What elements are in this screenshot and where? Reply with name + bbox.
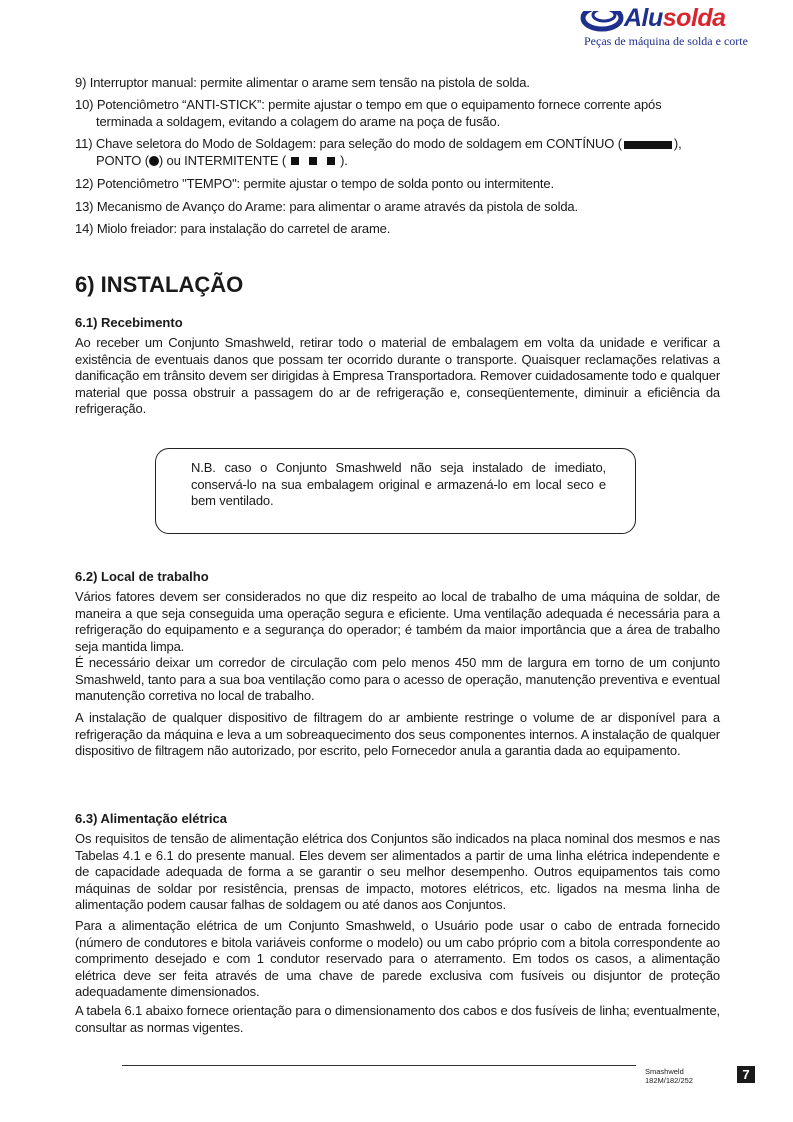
logo-text-solda: solda: [662, 4, 726, 32]
list-item: [75, 136, 735, 169]
list-item: [75, 97, 725, 130]
item-text: Chave seletora do Modo de Soldagem: para seleção do modo de soldagem em CONTÍNUO (: [95, 136, 622, 151]
logo-tagline: Peças de máquina de solda e corte: [584, 34, 748, 48]
paragraph: Para a alimentação elétrica de um Conjunto Smashweld, o Usuário pode usar o cabo de entrada fornecido (número de condutores e bitola variáveis conforme o modelo) ou um cabo próprio com a bitola correspondente ao comprimento desejado e com 1 condutor reservado para o aterramento. Em todos os casos, a alimentação elétrica deve ser feita através de uma chave de parede exclusiva com fusíveis ou disjuntor de proteção adequadamente dimensionados.: [75, 918, 720, 999]
item-text: Mecanismo de Avanço do Arame: para alimentar o arame através da pistola de solda.: [96, 199, 578, 214]
footer-models: 182M/182/252: [645, 1076, 693, 1085]
list-item: [75, 199, 725, 216]
item-text: PONTO (: [96, 152, 149, 168]
list-item: [75, 221, 725, 238]
paragraph: A tabela 6.1 abaixo fornece orientação para o dimensionamento dos cabos e dos fusíveis de linha; eventualmente, consultar as normas vigentes.: [75, 1003, 720, 1035]
note-text: N.B. caso o Conjunto Smashweld não seja instalado de imediato, conservá-lo na sua embalagem original e armazená-lo em local seco e bem ventilado.: [191, 460, 606, 508]
intermittent-mode-symbol-icon: [327, 157, 335, 165]
section-title: 6) INSTALAÇÃO: [75, 272, 244, 297]
footer-product: Smashweld: [645, 1067, 684, 1076]
item-text: ),: [673, 136, 682, 151]
list-item: [75, 75, 725, 92]
footer-divider: [122, 1065, 636, 1066]
item-text: Potenciômetro “ANTI-STICK”: permite ajustar o tempo em que o equipamento fornece corrente após: [96, 97, 662, 112]
item-text: Interruptor manual: permite alimentar o arame sem tensão na pistola de solda.: [89, 75, 530, 90]
item-text: Miolo freiador: para instalação do carretel de arame.: [96, 221, 391, 236]
item-text: Potenciômetro "TEMPO": permite ajustar o tempo de solda ponto ou intermitente.: [96, 176, 554, 191]
item-number: 10): [75, 97, 94, 112]
paragraph: A instalação de qualquer dispositivo de filtragem do ar ambiente restringe o volume de ar disponível para a refrigeração da máquina e leva a um sobreaquecimento dos seus componentes internos. A instalação de qualquer dispositivo de filtragem não autorizado, por escrito, pelo Fornecedor anula a garantia dada ao equipamento.: [75, 710, 720, 758]
logo-text-alu: Alu: [624, 4, 663, 32]
subsection-title-local-de-trabalho: 6.2) Local de trabalho: [75, 569, 209, 584]
paragraph: Vários fatores devem ser considerados no que diz respeito ao local de trabalho de uma máquina de soldar, de maneira a que seja conseguida uma operação segura e eficiente. Uma ventilação adequada é necessária para a refrigeração do equipamento e a segurança do operador; é também da maior importância que a área de trabalho seja mantida limpa.: [75, 589, 720, 654]
item-number: 12): [75, 176, 94, 191]
spot-mode-symbol-icon: [149, 156, 159, 166]
item-number: 14): [75, 221, 94, 236]
item-text: ).: [340, 152, 348, 168]
intermittent-mode-symbol-icon: [291, 157, 299, 165]
continuous-mode-symbol-icon: [624, 141, 672, 149]
item-text: ) ou INTERMITENTE (: [158, 152, 287, 168]
logo-swoosh-icon: [580, 4, 624, 32]
paragraph: Os requisitos de tensão de alimentação elétrica dos Conjuntos são indicados na placa nominal dos mesmos e nas Tabelas 4.1 e 6.1 do presente manual. Eles devem ser alimentados a partir de uma linha elétrica independente e de capacidade adequada de forma a se garantir o seu melhor desempenho. Outros equipamentos tais como máquinas de soldar por resistência, prensas de impacto, motores elétricos, etc. ligados na mesma linha de alimentação podem causar falhas de soldagem ou até danos aos Conjuntos.: [75, 831, 720, 912]
page-number: 7: [737, 1066, 755, 1083]
note-box: [155, 448, 636, 534]
subsection-title-recebimento: 6.1) Recebimento: [75, 315, 183, 330]
paragraph: Ao receber um Conjunto Smashweld, retirar todo o material de embalagem em volta da unidade e verificar a existência de eventuais danos que possam ter ocorrido durante o transporte. Quaisquer reclamações relativas a danificação em trânsito devem ser dirigidas à Empresa Transportadora. Remover cuidadosamente todo e qualquer material que possa obstruir a passagem do ar de refrigeração e, conseqüentemente, diminuir a eficiência da refrigeração.: [75, 335, 720, 416]
subsection-title-alimentacao-eletrica: 6.3) Alimentação elétrica: [75, 811, 227, 826]
item-number: 11): [75, 136, 93, 151]
item-text-continued: terminada a soldagem, evitando a colagem do arame na poça de fusão.: [96, 113, 501, 129]
list-item: [75, 176, 725, 193]
item-number: 13): [75, 199, 94, 214]
footer-product-info: [645, 1067, 693, 1085]
paragraph: É necessário deixar um corredor de circulação com pelo menos 450 mm de largura em torno de um conjunto Smashweld, tanto para a sua boa ventilação como para o acesso de operação, manutenção preventiva e eventual manutenção corretiva no local de trabalho.: [75, 655, 720, 703]
item-number: 9): [75, 75, 87, 90]
intermittent-mode-symbol-icon: [309, 157, 317, 165]
alusolda-logo: [580, 2, 748, 48]
